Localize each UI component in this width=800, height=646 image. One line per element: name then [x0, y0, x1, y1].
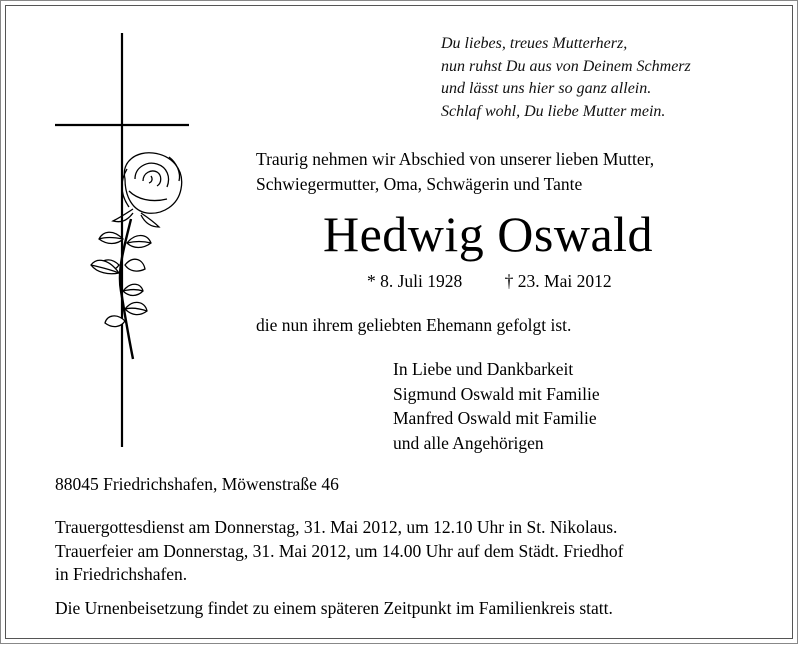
poem — [441, 33, 691, 123]
life-dates — [367, 269, 612, 293]
signoff — [393, 357, 600, 455]
poem-line: nun ruhst Du aus von Deinem Schmerz — [441, 57, 691, 75]
poem-line: und lässt uns hier so ganz allein. — [441, 80, 652, 97]
signoff-line: und alle Angehörigen — [393, 432, 544, 453]
poem-line: Du liebes, treues Mutterherz, — [441, 35, 628, 52]
service-line: in Friedrichshafen. — [55, 564, 188, 584]
signoff-line: Sigmund Oswald mit Familie — [393, 383, 600, 404]
service-line: Trauerfeier am Donnerstag, 31. Mai 2012, um 14.00 Uhr auf dem Städt. Friedhof — [55, 540, 624, 561]
signoff-line: Manfred Oswald mit Familie — [393, 408, 597, 428]
intro-line: Traurig nehmen wir Abschied von unserer lieben Mutter, — [256, 149, 655, 169]
deceased-name: Hedwig Oswald — [323, 206, 654, 262]
intro-line: Schwiegermutter, Oma, Schwägerin und Tante — [256, 174, 583, 194]
address: 88045 Friedrichshafen, Möwenstraße 46 — [55, 474, 339, 494]
followed-text: die nun ihrem geliebten Ehemann gefolgt ist. — [256, 315, 572, 335]
urn-burial-note: Die Urnenbeisetzung findet zu einem späteren Zeitpunkt im Familienkreis statt. — [55, 598, 613, 618]
service-details — [55, 516, 623, 587]
poem-line: Schlaf wohl, Du liebe Mutter mein. — [441, 102, 666, 120]
signoff-line: In Liebe und Dankbarkeit — [393, 359, 574, 379]
birth-date: * 8. Juli 1928 — [367, 271, 463, 291]
death-date: † 23. Mai 2012 — [504, 271, 612, 291]
intro-text — [256, 147, 654, 197]
service-line: Trauergottesdienst am Donnerstag, 31. Mai 2012, um 12.10 Uhr in St. Nikolaus. — [55, 517, 618, 537]
